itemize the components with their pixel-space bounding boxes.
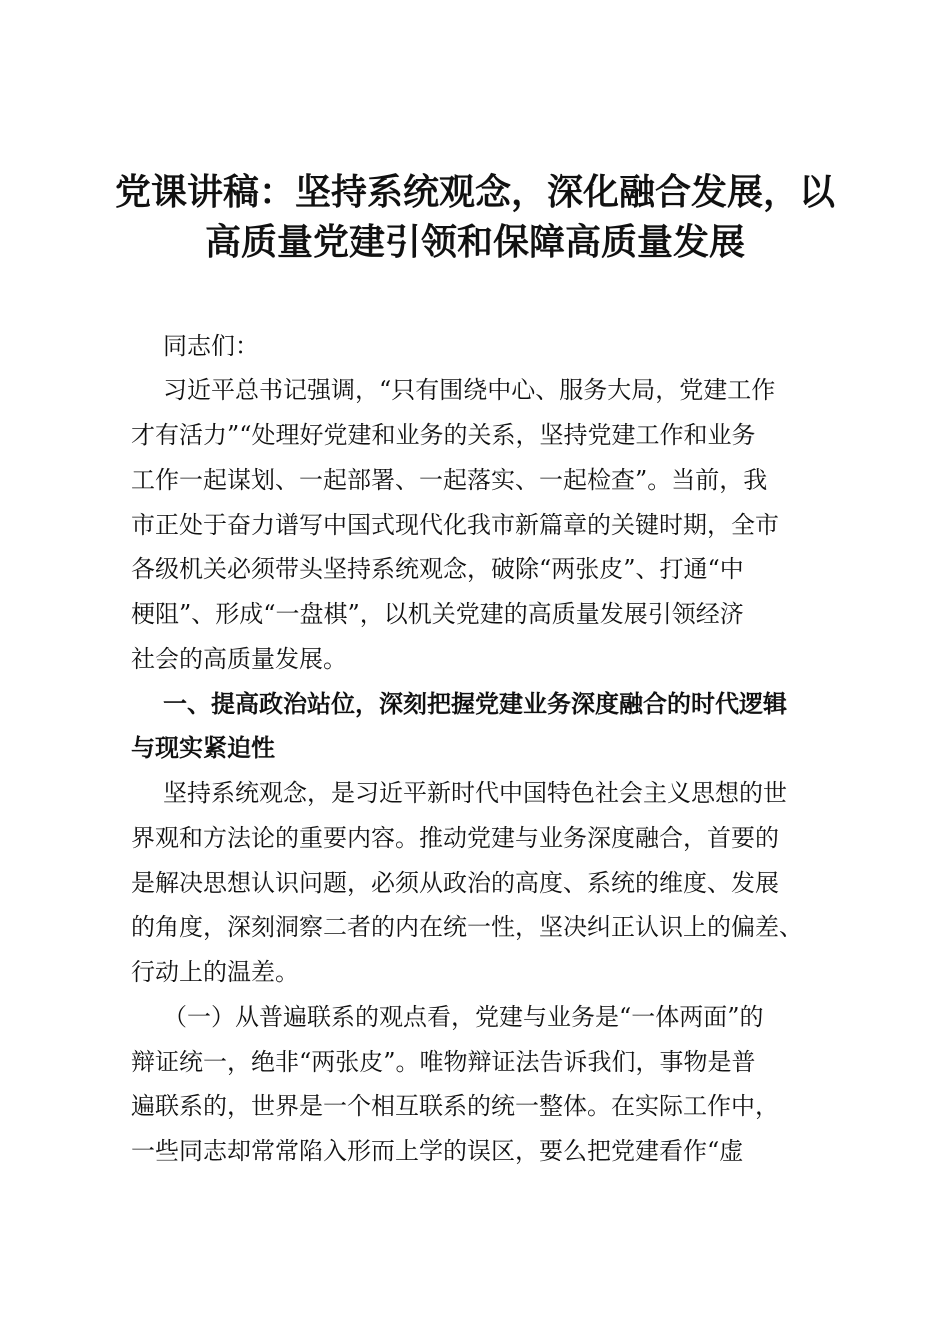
section-paragraph-line: 是解决思想认识问题，必须从政治的高度、系统的维度、发展: [131, 869, 779, 897]
document-title-line-1: 党课讲稿：坚持系统观念，深化融合发展，以: [114, 171, 835, 213]
intro-line: 才有活力”“处理好党建和业务的关系，坚持党建工作和业务: [131, 421, 756, 449]
document-title-line-2: 高质量党建引领和保障高质量发展: [204, 221, 745, 263]
subsection-line: 一些同志却常常陷入形而上学的误区，要么把党建看作“虚: [131, 1137, 744, 1165]
intro-line: 社会的高质量发展。: [131, 645, 347, 673]
section-paragraph-line: 坚持系统观念，是习近平新时代中国特色社会主义思想的世: [163, 779, 787, 807]
intro-line: 梗阻”、形成“一盘棋”，以机关党建的高质量发展引领经济: [131, 600, 744, 628]
section-paragraph-line: 界观和方法论的重要内容。推动党建与业务深度融合，首要的: [131, 824, 779, 852]
subsection-line: 辩证统一，绝非“两张皮”。唯物辩证法告诉我们，事物是普: [131, 1048, 756, 1076]
salutation: 同志们：: [163, 332, 259, 360]
subsection-line: （一）从普遍联系的观点看，党建与业务是“一体两面”的: [163, 1003, 764, 1031]
intro-line: 习近平总书记强调，“只有围绕中心、服务大局，党建工作: [163, 376, 776, 404]
section-heading-line: 一、提高政治站位，深刻把握党建业务深度融合的时代逻辑: [163, 690, 787, 718]
subsection-line: 遍联系的，世界是一个相互联系的统一整体。在实际工作中，: [131, 1092, 779, 1120]
intro-line: 各级机关必须带头坚持系统观念，破除“两张皮”、打通“中: [131, 555, 744, 583]
section-paragraph-line: 的角度，深刻洞察二者的内在统一性，坚决纠正认识上的偏差、: [131, 913, 803, 941]
intro-line: 工作一起谋划、一起部署、一起落实、一起检查”。当前，我: [131, 466, 768, 494]
intro-line: 市正处于奋力谱写中国式现代化我市新篇章的关键时期，全市: [131, 511, 779, 539]
section-heading-line: 与现实紧迫性: [131, 734, 275, 762]
section-paragraph-line: 行动上的温差。: [131, 958, 299, 986]
